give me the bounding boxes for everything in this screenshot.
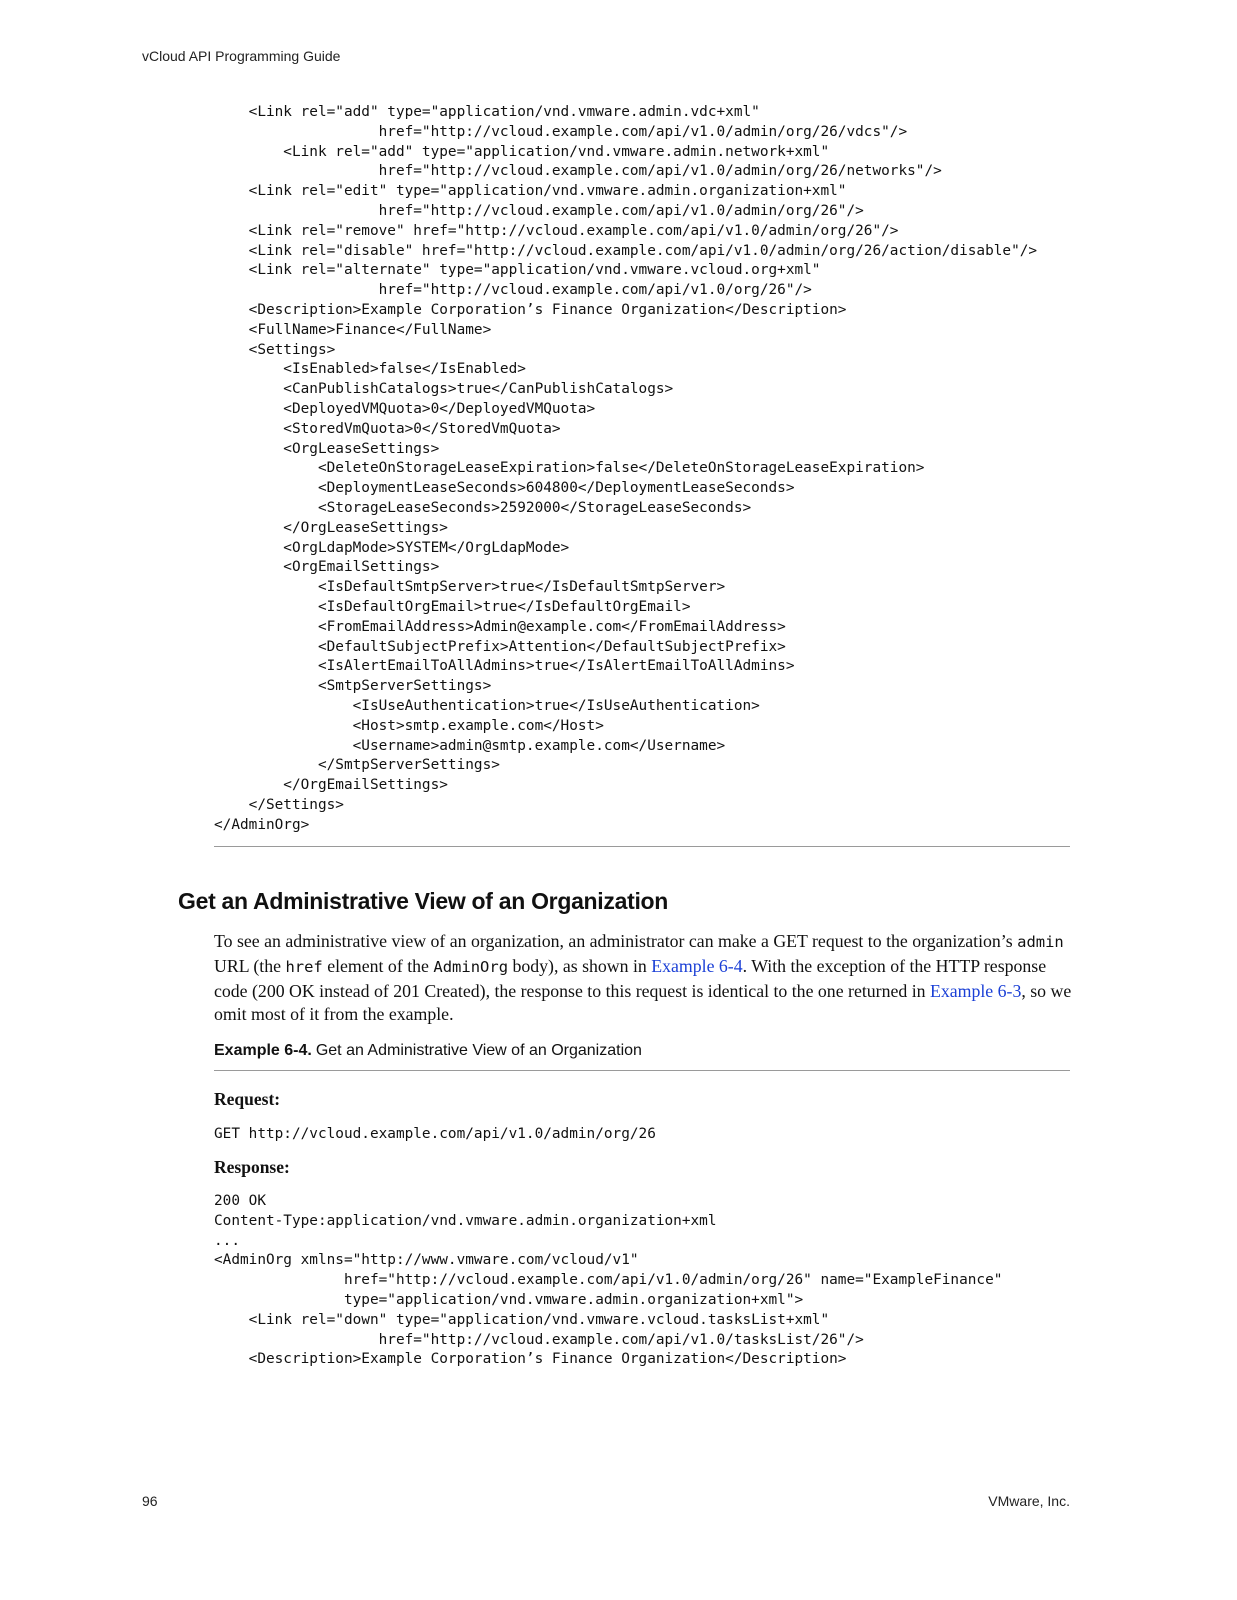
example-title: Get an Administrative View of an Organization	[315, 1042, 642, 1059]
intro-paragraph	[214, 930, 1074, 1027]
example-caption	[214, 1042, 642, 1060]
inline-code-admin: admin	[1017, 933, 1064, 951]
example-divider	[214, 1070, 1070, 1071]
response-label: Response:	[214, 1157, 290, 1177]
intro-text: URL (the	[214, 955, 286, 976]
section-heading: Get an Administrative View of an Organization	[178, 888, 669, 914]
request-label: Request:	[214, 1089, 281, 1109]
request-code-block: GET http://vcloud.example.com/api/v1.0/admin/org/26	[214, 1126, 656, 1142]
intro-text: body), as shown in	[508, 955, 652, 976]
example-number: Example 6-4.	[214, 1042, 312, 1059]
link-example-6-3[interactable]: Example 6-3	[930, 980, 1022, 1001]
footer-company: VMware, Inc.	[988, 1493, 1070, 1509]
link-example-6-4[interactable]: Example 6-4	[651, 955, 743, 976]
code-block-admin-org: <Link rel="add" type="application/vnd.vmware.admin.vdc+xml" href="http://vcloud.example.com/api/v1.0/admin/org/26/vdcs"/> <Link rel="add" type="application/vnd.vmware.admin.network+xml" href="http://vcloud.example.com/api/v1.0/admin/org/26/networks"/> <Link rel="edit" type="application/vnd.vmware.admin.organization+xml" href="http://vcloud.example.com/api/v1.0/admin/org/26"/> <Link rel="remove" href="http://vcloud.example.com/api/v1.0/admin/org/26"/> <Link rel="disable" href="http://vcloud.example.com/api/v1.0/admin/org/26/action/disable"/> <Link rel="alternate" type="application/vnd.vmware.vcloud.org+xml" href="http://vcloud.example.com/api/v1.0/org/26"/> <Description>Example Corporation’s Finance Organization</Description> <FullName>Finance</FullName> <Settings> <IsEnabled>false</IsEnabled> <CanPublishCatalogs>true</CanPublishCatalogs> <DeployedVMQuota>0</DeployedVMQuota> <StoredVmQuota>0</StoredVmQuota> <OrgLeaseSettings> <DeleteOnStorageLeaseExpiration>false</DeleteOnStorageLeaseExpiration> <DeploymentLeaseSeconds>604800</DeploymentLeaseSeconds> <StorageLeaseSeconds>2592000</StorageLeaseSeconds> </OrgLeaseSettings> <OrgLdapMode>SYSTEM</OrgLdapMode> <OrgEmailSettings> <IsDefaultSmtpServer>true</IsDefaultSmtpServer> <IsDefaultOrgEmail>true</IsDefaultOrgEmail> <FromEmailAddress>Admin@example.com</FromEmailAddress> <DefaultSubjectPrefix>Attention</DefaultSubjectPrefix> <IsAlertEmailToAllAdmins>true</IsAlertEmailToAllAdmins> <SmtpServerSettings> <IsUseAuthentication>true</IsUseAuthentication> <Host>smtp.example.com</Host> <Username>admin@smtp.example.com</Username> </SmtpServerSettings> </OrgEmailSettings> </Settings> </AdminOrg>	[214, 104, 1038, 833]
running-header: vCloud API Programming Guide	[142, 48, 341, 64]
intro-text: . With the exception of the HTTP response code (200 OK instead of 201 Created), the response to this request is identical to the one returned in	[214, 955, 1047, 1001]
intro-text: , so we omit most of it from the example.	[214, 980, 1072, 1025]
response-code-block: 200 OK Content-Type:application/vnd.vmware.admin.organization+xml ... <AdminOrg xmlns="http://www.vmware.com/vcloud/v1" href="http://vcloud.example.com/api/v1.0/admin/org/26" name="ExampleFinance" type="application/vnd.vmware.admin.organization+xml"> <Link rel="down" type="application/vnd.vmware.vcloud.tasksList+xml" href="http://vcloud.example.com/api/v1.0/tasksList/26"/> <Description>Example Corporation’s Finance Organization</Description>	[214, 1193, 1003, 1368]
intro-text: element of the	[322, 955, 434, 976]
inline-code-href: href	[285, 957, 323, 976]
code-block-divider	[214, 846, 1070, 847]
inline-code-adminorg: AdminOrg	[433, 957, 509, 976]
page-number: 96	[142, 1493, 158, 1509]
intro-text: To see an administrative view of an organization, an administrator can make a GET request to the organization’s	[214, 931, 1018, 951]
